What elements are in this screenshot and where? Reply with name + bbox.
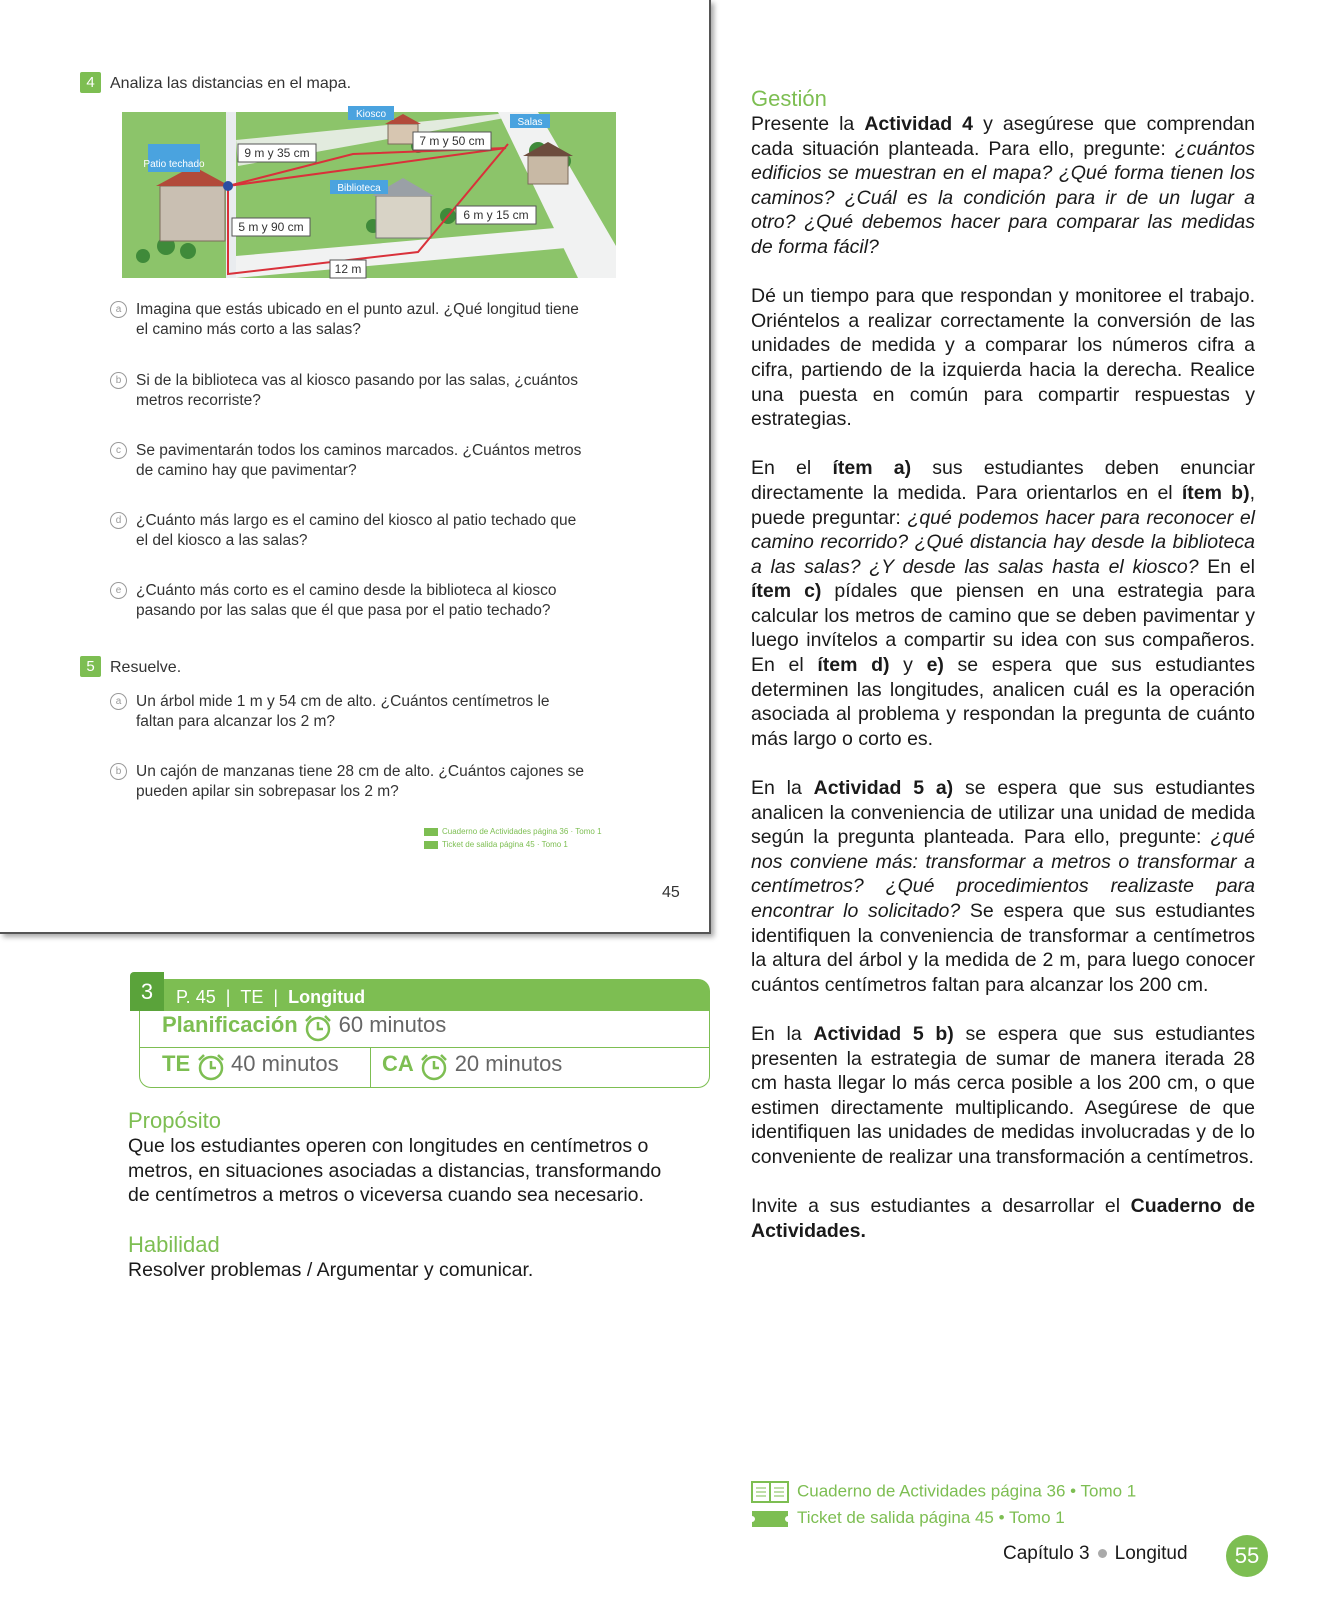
- gestion-paragraph-6: Invite a sus estudiantes a desarrollar el Cuaderno de Actividades.: [751, 1195, 1255, 1242]
- gestion-paragraph-4: En la Actividad 5 a) se espera que sus estudiantes analicen la conveniencia de utilizar una unidad de medida según la pregunta planteada. Para ello, pregunte: ¿qué nos conviene más: transformar a metros o transformar a centímetros? ¿Qué procedimientos realizaste para encontrar lo solicitado? Se espera que sus estudiantes identifiquen la conveniencia de transformar a centímetros la altura del árbol y la medida de 2 m, para luego conocer cuántos centímetros faltan para alcanzar los 200 cm.: [751, 777, 1255, 996]
- map-label-kiosco: Kiosco: [355, 109, 387, 120]
- gestion-title: Gestión: [751, 86, 827, 111]
- gestion-paragraph-5: En la Actividad 5 b) se espera que sus estudiantes presenten la estrategia de sumar de manera iterada 28 cm hasta llegar lo más cerca posible a los 200 cm, o que estimen directamente multiplicando. Asegúrese de que identifiquen las unidades de medidas involucradas y de lo conveniente de realizar una transformación a centímetros.: [751, 1022, 1255, 1168]
- gestion-section: [751, 86, 1255, 1268]
- activity-4-number: 4: [80, 72, 101, 93]
- activity-4-item-a: a Imagina que estás ubicado en el punto azul. ¿Qué longitud tiene el camino más corto a las salas?: [110, 300, 640, 340]
- mini-ref-cuaderno: Cuaderno de Actividades página 36 · Tomo 1: [424, 827, 602, 836]
- habilidad-text: Resolver problemas / Argumentar y comunicar.: [128, 1259, 534, 1281]
- blue-point: [223, 181, 233, 191]
- habilidad-title: Habilidad: [128, 1232, 220, 1257]
- activity-4-item-b: b Si de la biblioteca vas al kiosco pasando por las salas, ¿cuántos metros recorriste?: [110, 371, 640, 411]
- gestion-paragraph-3: En el ítem a) sus estudiantes deben enunciar directamente la medida. Para orientarlos en el ítem b), puede preguntar: ¿qué podemos hacer para reconocer el camino recorrido? ¿Qué distancia hay desde la biblioteca a las salas? ¿Y desde las salas hasta el kiosco? En el ítem c) pídales que piensen en una estrategia para calcular los metros de camino que se deben pavimentar y luego invítelos a compartir su idea con sus compañeros. En el ítem d) y e) se espera que sus estudiantes determinen las longitudes, analicen cuál es la operación asociada al problema y respondan la pregunta de cuánto más largo o corto es.: [751, 457, 1256, 750]
- lesson-number: 3: [130, 972, 164, 1011]
- ticket-icon: [424, 841, 438, 849]
- student-page-number: 45: [662, 884, 680, 901]
- planning-header-text: P. 45 | TE | Longitud: [176, 987, 366, 1007]
- map-label-salas: Salas: [517, 117, 543, 128]
- school-map-illustration: [118, 106, 626, 286]
- gestion-paragraph-2: Dé un tiempo para que respondan y monitoree el trabajo. Oriéntelos a realizar correctamente la conversión de las unidades de medida y a comparar los números cifra a cifra, partiendo de la izquierda hacia la derecha. Realice una puesta en común para compartir respuestas y estrategias.: [751, 285, 1255, 431]
- ticket-icon: [751, 1510, 789, 1528]
- activity-5-item-a: a Un árbol mide 1 m y 54 cm de alto. ¿Cuántos centímetros le faltan para alcanzar los 2 m?: [110, 692, 640, 732]
- proposito-text: Que los estudiantes operen con longitudes en centímetros o metros, en situaciones asociadas a distancias, transformando de centímetros a metros o viceversa cuando sea necesario.: [128, 1135, 662, 1206]
- map-label-patio: Patio techado: [143, 159, 205, 170]
- map-distance-1: 9 m y 35 cm: [244, 146, 310, 160]
- map-distance-2: 7 m y 50 cm: [419, 134, 485, 148]
- map-label-biblioteca: Biblioteca: [337, 183, 381, 194]
- activity-4-item-e: e ¿Cuánto más corto es el camino desde la biblioteca al kiosco pasando por las salas que él que pasa por el patio techado?: [110, 581, 640, 621]
- activity-4-item-c: c Se pavimentarán todos los caminos marcados. ¿Cuántos metros de camino hay que pavimentar?: [110, 441, 640, 481]
- footer-chapter: Capítulo 3 Longitud: [1003, 1543, 1188, 1564]
- activity-5-number: 5: [80, 656, 101, 677]
- student-page-thumbnail: [0, 0, 711, 934]
- activity-5-item-b: b Un cajón de manzanas tiene 28 cm de alto. ¿Cuántos cajones se pueden apilar sin sobrepasar los 2 m?: [110, 762, 640, 802]
- reference-cuaderno: Cuaderno de Actividades página 36 • Tomo 1: [751, 1480, 1136, 1504]
- mini-ref-ticket: Ticket de salida página 45 · Tomo 1: [424, 840, 568, 849]
- page-number-badge: 55: [1226, 1535, 1268, 1577]
- separator-dot: [1098, 1549, 1107, 1558]
- book-icon: [751, 1480, 789, 1504]
- proposito-title: Propósito: [128, 1108, 221, 1133]
- map-distance-3: 5 m y 90 cm: [238, 220, 304, 234]
- gestion-paragraph-1: Presente la Actividad 4 y asegúrese que comprendan cada situación planteada. Para ello, pregunte: ¿cuántos edificios se muestran en el mapa? ¿Qué forma tienen los caminos? ¿Cuál es la condición para ir de un lugar a otro? ¿Qué debemos hacer para comparar las medidas de forma fácil?: [751, 113, 1255, 258]
- planificacion-row: Planificación 60 minutos: [162, 1012, 446, 1043]
- activity-4-item-d: d ¿Cuánto más largo es el camino del kiosco al patio techado que el del kiosco a las salas?: [110, 511, 640, 551]
- te-time-row: TE 40 minutos: [162, 1051, 339, 1082]
- activity-5-title: Resuelve.: [110, 659, 182, 676]
- alarm-clock-icon: [302, 1013, 334, 1043]
- alarm-clock-icon: [418, 1052, 450, 1082]
- reference-ticket: Ticket de salida página 45 • Tomo 1: [751, 1508, 1065, 1528]
- book-icon: [424, 828, 438, 836]
- map-distance-5: 12 m: [334, 262, 362, 276]
- map-distance-4: 6 m y 15 cm: [463, 208, 529, 222]
- ca-time-row: CA 20 minutos: [382, 1051, 562, 1082]
- alarm-clock-icon: [195, 1052, 227, 1082]
- activity-4-title: Analiza las distancias en el mapa.: [110, 75, 352, 92]
